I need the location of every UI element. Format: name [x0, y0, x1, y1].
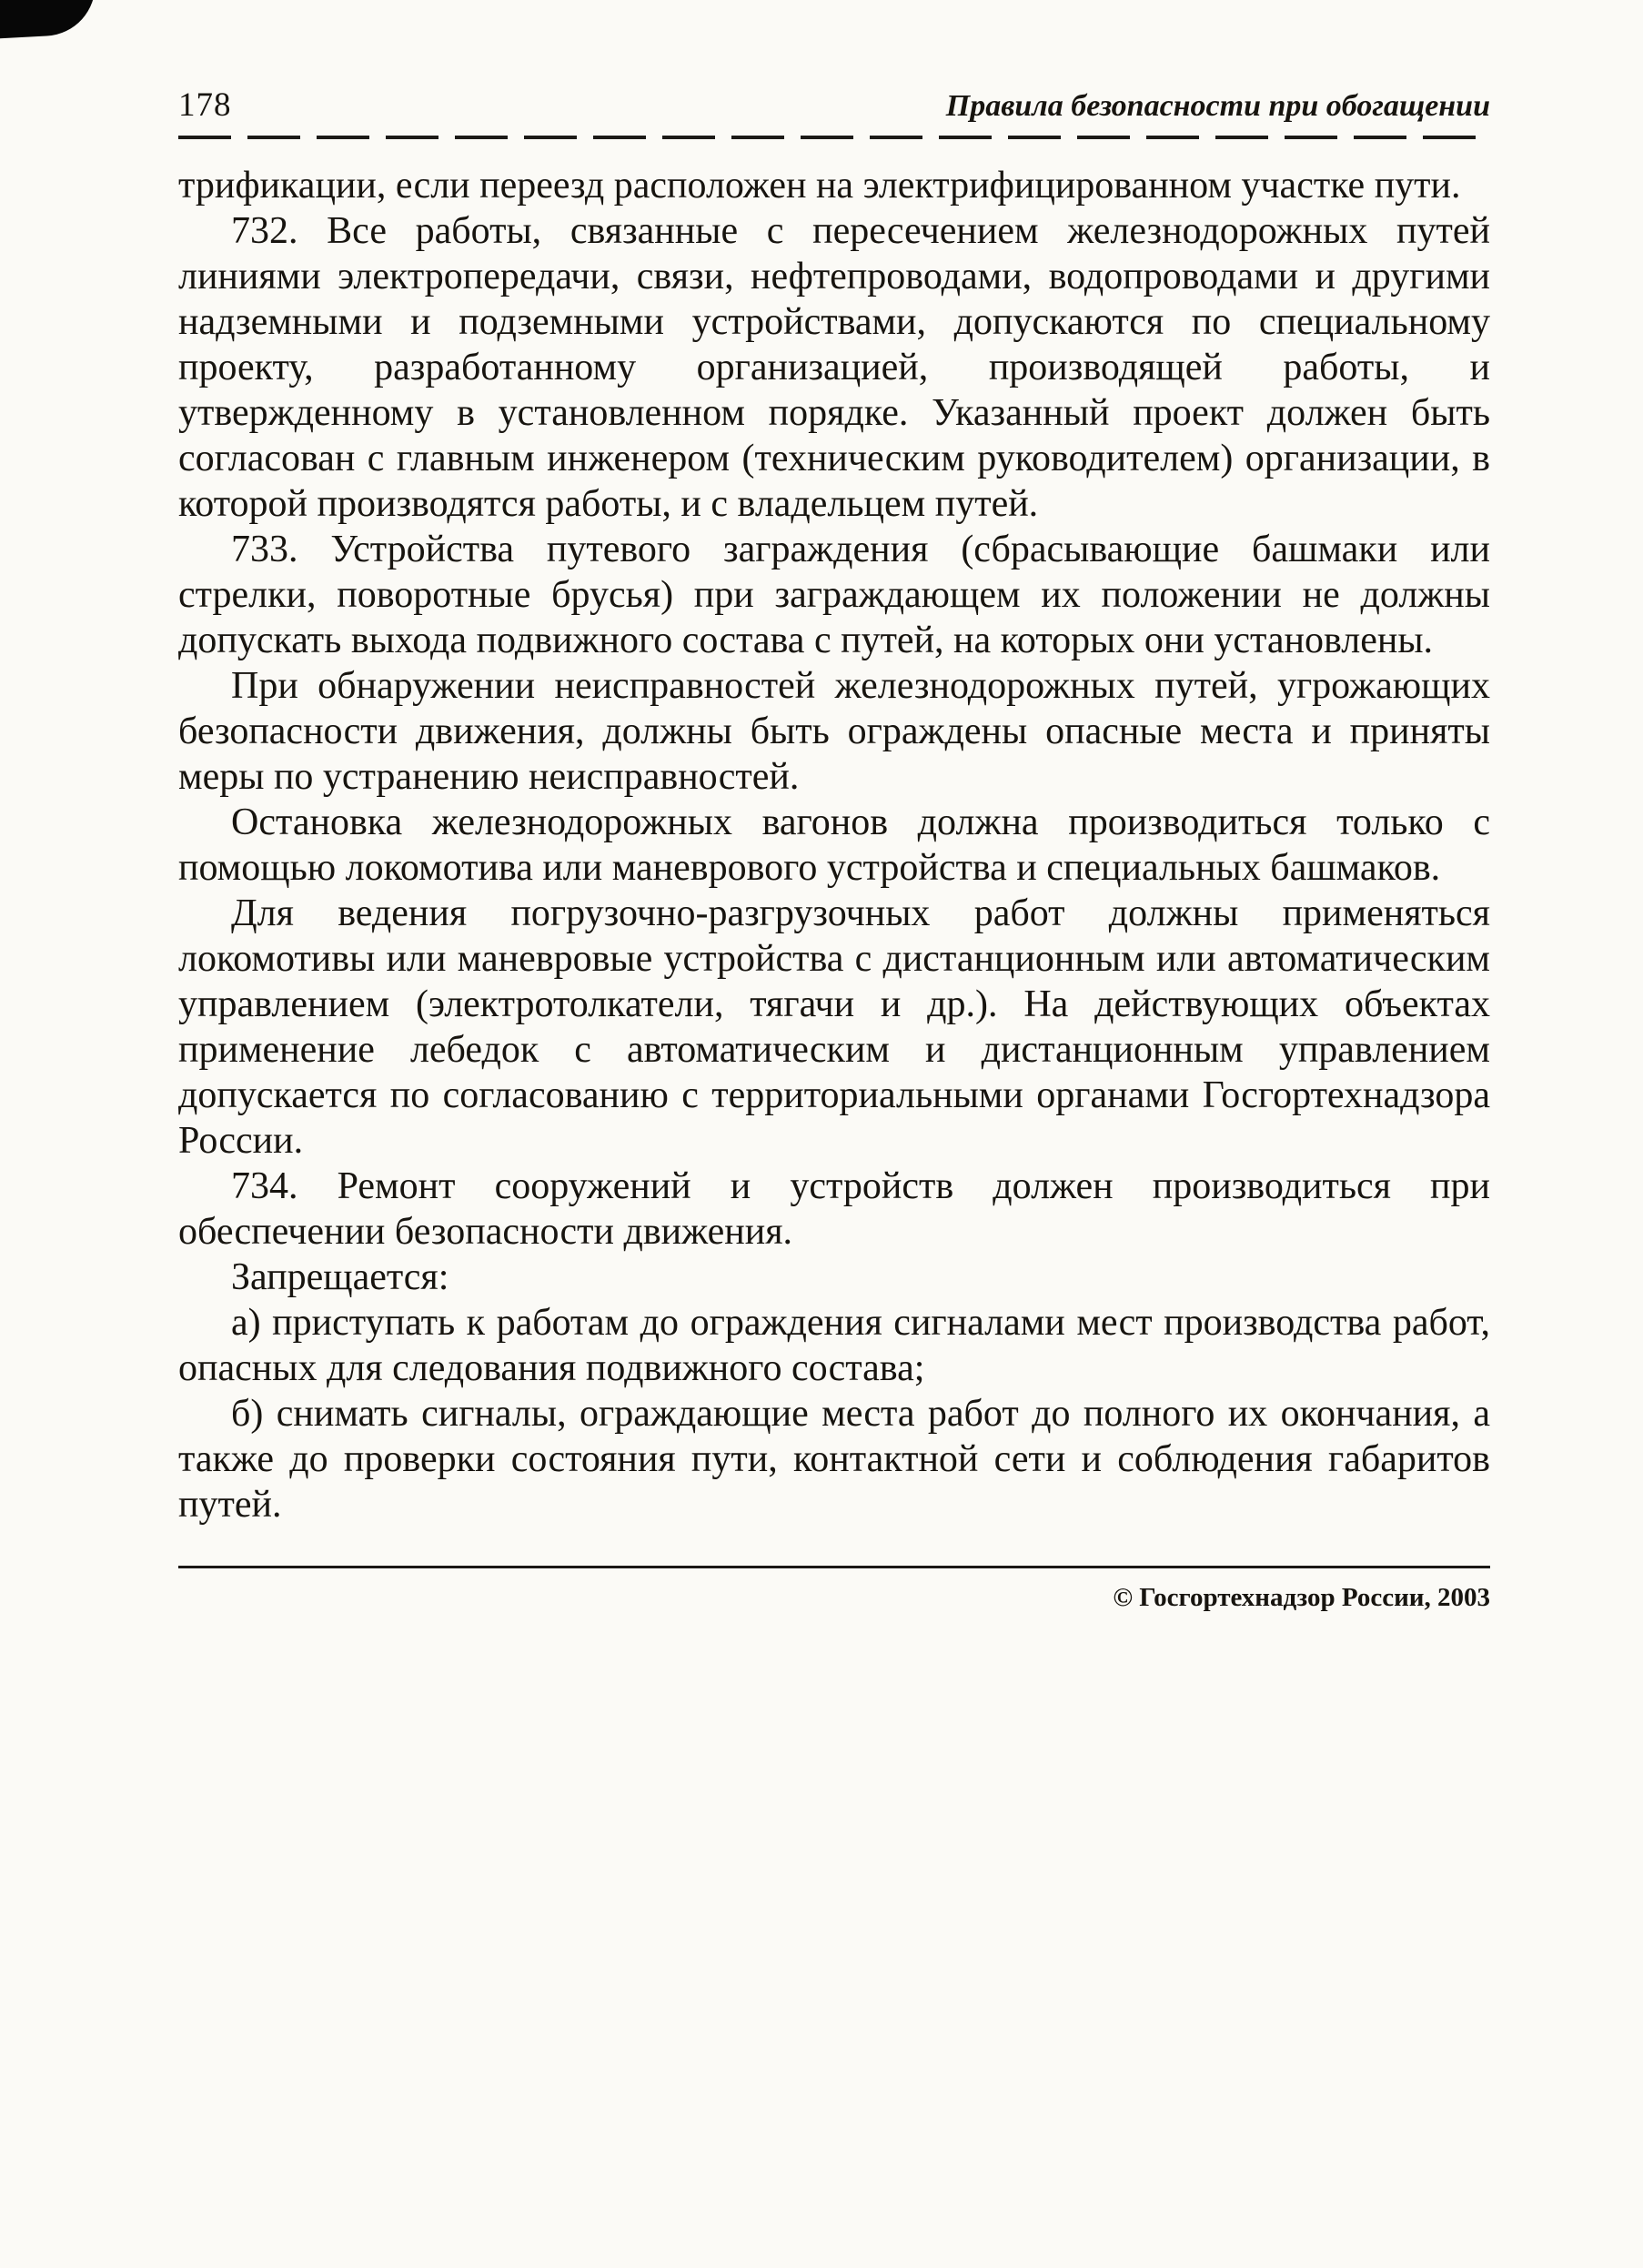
paragraph-continuation: трификации, если переезд расположен на электрифицированном участке пути.: [178, 165, 1461, 207]
header-rule: [178, 136, 1490, 139]
page-footer: [178, 1583, 1490, 1613]
paragraph-loading-works: Для ведения погрузочно-разгрузочных работ должны применяться локомотивы или маневровые устройства с дистанционным или автоматическим управлением (электротолкатели, тягачи и др.). На действующих объектах применение лебедок с автоматическим и дистанционным управлением допускается по согласованию с территориальными органами Госгортехнадзора России.: [178, 892, 1490, 1162]
footer-rule: [178, 1566, 1490, 1568]
paragraph-clause-734: 734. Ремонт сооружений и устройств должен производиться при обеспечении безопасности движения.: [178, 1165, 1490, 1253]
page-number: 178: [178, 86, 232, 124]
document-body: [178, 163, 1490, 1527]
paragraph-wagon-stopping: Остановка железнодорожных вагонов должна производиться только с помощью локомотива или маневрового устройства и специальных башмаков.: [178, 801, 1490, 889]
paragraph-track-defects: При обнаружении неисправностей железнодорожных путей, угрожающих безопасности движения, должны быть ограждены опасные места и приняты меры по устранению неисправностей.: [178, 665, 1490, 798]
running-header-title: Правила безопасности при обогащении: [945, 89, 1490, 123]
copyright-notice: © Госгортехнадзор России, 2003: [1113, 1583, 1490, 1612]
paragraph-prohibition-a: а) приступать к работам до ограждения сигналами мест производства работ, опасных для следования подвижного состава;: [178, 1302, 1490, 1389]
scan-artifact-corner: [0, 0, 97, 39]
paragraph-clause-733: 733. Устройства путевого заграждения (сбрасывающие башмаки или стрелки, поворотные брусья) при заграждающем их положении не должны допускать выхода подвижного состава с путей, на которых они установлены.: [178, 529, 1490, 661]
paragraph-clause-732: 732. Все работы, связанные с пересечением железнодорожных путей линиями электропередачи, связи, нефтепроводами, водопроводами и другими надземными и подземными устройствами, допускаются по специальному проекту, разработанному организацией, производящей работы, и утвержденному в установленном порядке. Указанный проект должен быть согласован с главным инженером (техническим руководителем) организации, в которой производятся работы, и с владельцем путей.: [178, 210, 1490, 525]
page-header: [178, 0, 1490, 125]
paragraph-prohibition-b: б) снимать сигналы, ограждающие места работ до полного их окончания, а также до проверки состояния пути, контактной сети и соблюдения габаритов путей.: [178, 1393, 1490, 1526]
paragraph-prohibitions-intro: Запрещается:: [231, 1256, 449, 1298]
